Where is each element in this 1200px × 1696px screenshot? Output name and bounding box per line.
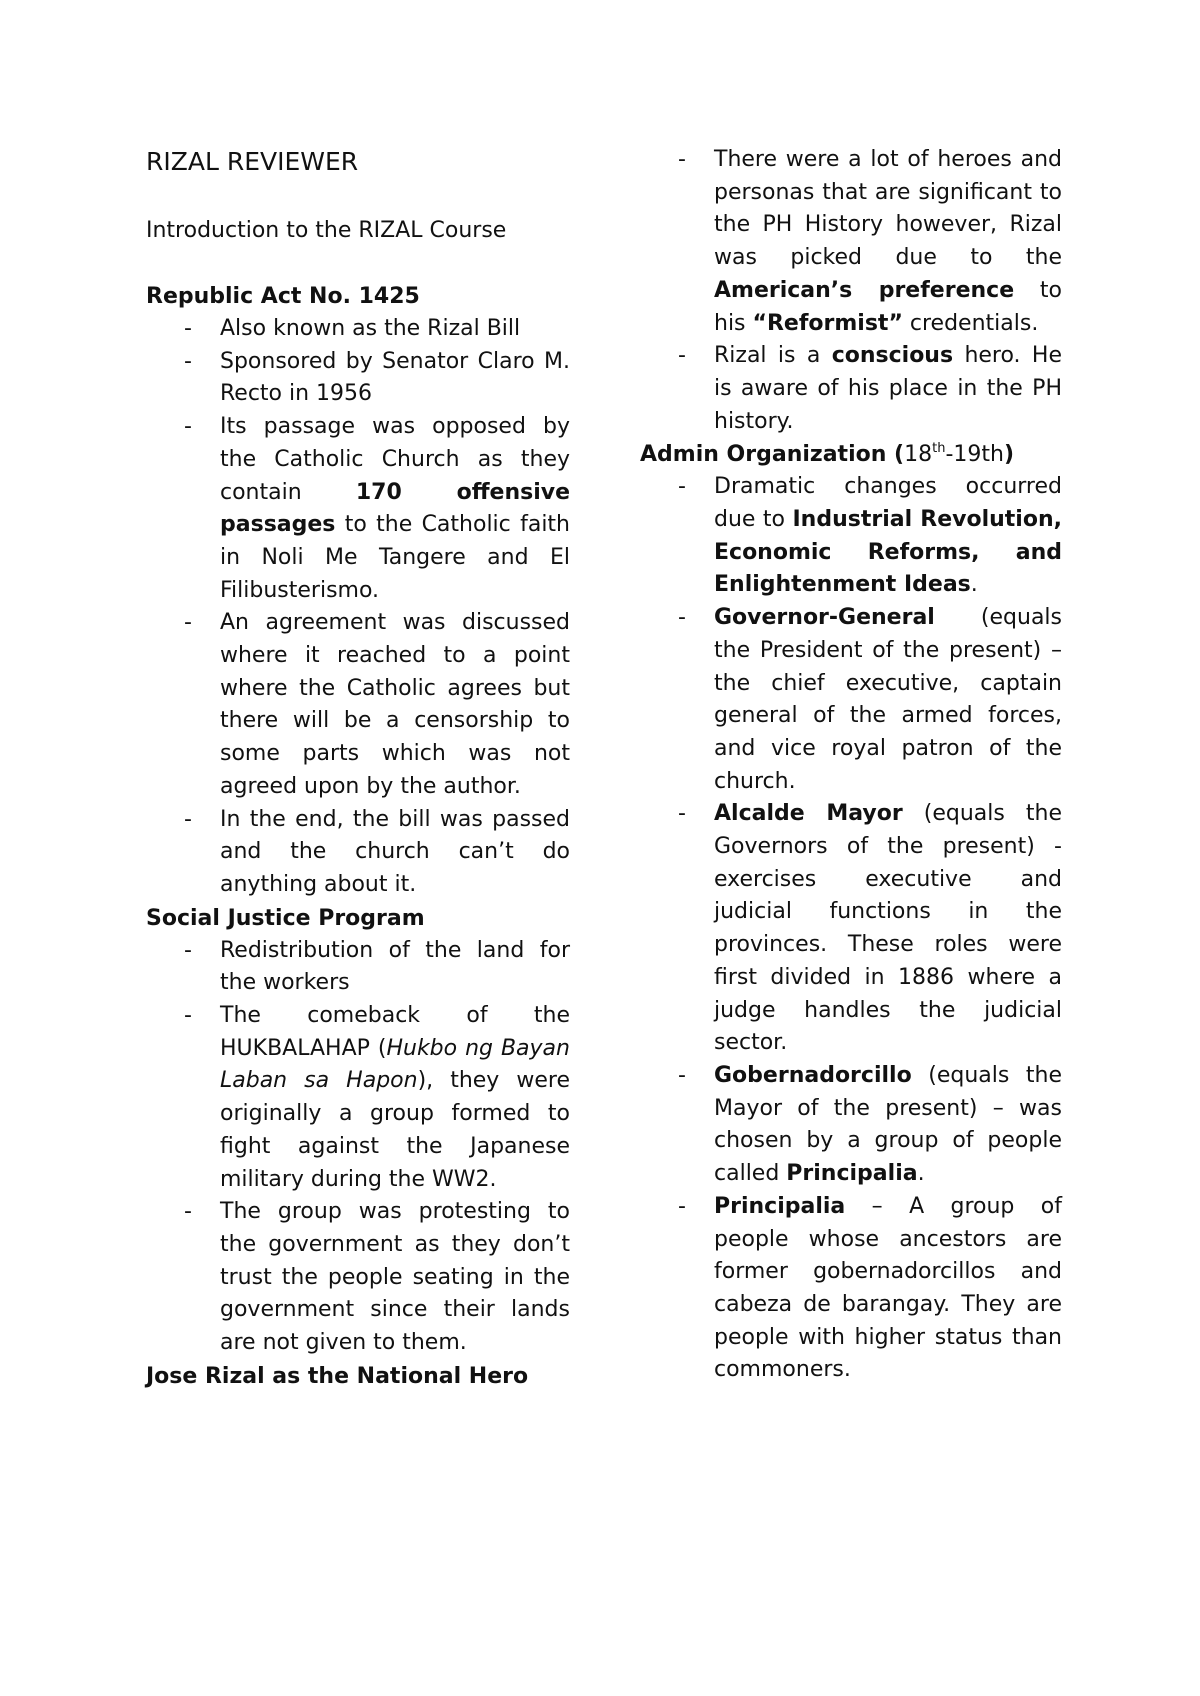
list-item: - In the end, the bill was passed and the church can’t do anything about it. xyxy=(184,806,570,897)
list-item: - Principalia – A group of people whose ancestors are former gobernadorcillos and cabeza de barangay. They are people with higher status than commoners. xyxy=(678,1193,1062,1383)
list-item: - Alcalde Mayor (equals the Governors of the present) - exercises executive and judicial functions in the provinces. These roles were first divided in 1886 where a judge handles the judicial sector. xyxy=(678,801,1062,1056)
list-item: - Rizal is a conscious hero. He is aware of his place in the PH history. xyxy=(678,343,1062,434)
admin-list xyxy=(640,471,1062,1387)
ra-heading: Republic Act No. 1425 xyxy=(146,284,420,309)
list-item: - Sponsored by Senator Claro M. Recto in 1956 xyxy=(184,348,570,407)
hero-heading: Jose Rizal as the National Hero xyxy=(146,1363,529,1389)
list-item: - Dramatic changes occurred due to Industrial Revolution, Economic Reforms, and Enlightenment Ideas. xyxy=(678,474,1062,598)
list-item: - Also known as the Rizal Bill xyxy=(184,316,521,341)
list-item: - Its passage was opposed by the Catholic Church as they contain 170 offensive passages to the Catholic faith in Noli Me Tangere and El Filibusterismo. xyxy=(184,414,570,603)
ra-list xyxy=(146,313,570,902)
hero-list xyxy=(640,144,1062,438)
list-item: - There were a lot of heroes and personas that are significant to the PH History however, Rizal was picked due to the American’s preference to his “Reformist” credentials. xyxy=(678,147,1062,336)
admin-heading: Admin Organization (18th-19th) xyxy=(640,441,1015,468)
document-title: RIZAL REVIEWER xyxy=(146,147,359,176)
list-item: - Governor-General (equals the President of the present) – the chief executive, captain general of the armed forces, and vice royal patron of the church. xyxy=(678,605,1062,794)
left-flow xyxy=(146,280,570,1393)
list-item: - Gobernadorcillo (equals the Mayor of the present) – was chosen by a group of people called Principalia. xyxy=(678,1062,1062,1187)
list-item: - The comeback of the HUKBALAHAP (Hukbo ng Bayan Laban sa Hapon), they were originally a group formed to fight against the Japanese military during the WW2. xyxy=(184,1003,571,1192)
sjp-heading: Social Justice Program xyxy=(146,905,425,931)
intro-line: Introduction to the RIZAL Course xyxy=(146,218,507,243)
right-flow xyxy=(640,144,1062,1387)
sjp-list xyxy=(146,935,570,1360)
list-item: - An agreement was discussed where it reached to a point where the Catholic agrees but there will be a censorship to some parts which was not agreed upon by the author. xyxy=(184,610,570,799)
list-item: - The group was protesting to the government as they don’t trust the people seating in the government since their lands are not given to them. xyxy=(184,1199,570,1356)
list-item: - Redistribution of the land for the workers xyxy=(184,937,570,996)
